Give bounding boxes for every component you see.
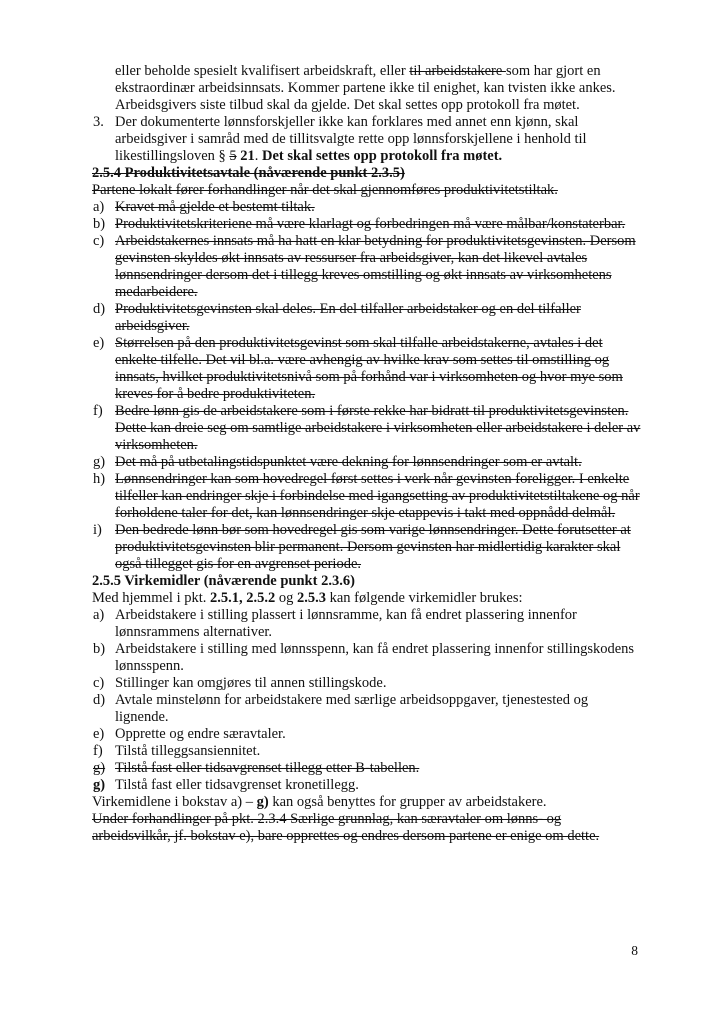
text-segment: Det skal settes opp protokoll fra møtet. (262, 148, 503, 164)
text-segment: Avtale minstelønn for arbeidstakere med særlige arbeidsoppgaver, tjenestested og lignende. (115, 692, 589, 725)
list-item (92, 607, 642, 641)
text-segment: g) (256, 794, 269, 810)
text-segment: Der dokumenterte lønnsforskjeller ikke kan forklares med annet enn kjønn, skal arbeidsgiver i samråd med de tillitsvalgte rette opp lønnsforskjellene i henhold til likestillingsloven § (115, 114, 587, 164)
text-segment: som har gjort en ekstraordinær arbeidsinnsats. Kommer partene ikke til enighet, kan tvisten ikke ankes. Arbeidsgivers siste tilbud skal da gjelde. Det skal settes opp protokoll fra møtet. (115, 63, 616, 113)
list-item (92, 641, 642, 675)
text-segment: kan også benyttes for grupper av arbeidstakere. (268, 794, 547, 810)
text-segment: Kravet må gjelde et bestemt tiltak. (115, 199, 315, 215)
text-segment: . (254, 148, 263, 164)
list-item (92, 726, 642, 743)
text-segment: Størrelsen på den produktivitetsgevinst som skal tilfalle arbeidstakerne, avtales i det enkelte tilfelle. Det vil bl.a. være avhengig av hvilke krav som settes til omstilling og innsats, hvilket produktivitetsnivå som på forhånd var i virksomheten og hvor mye som kreves for å bedre produktiviteten. (115, 335, 623, 402)
list-item (92, 335, 642, 403)
text-segment: 2.5.1, 2.5.2 (210, 590, 276, 606)
list-marker: f) (93, 403, 103, 419)
text-segment: 21 (240, 148, 255, 164)
text-segment: Arbeidstakere i stilling med lønnsspenn, kan få endret plassering innenfor stillingskodens lønnsspenn. (115, 641, 635, 674)
list-marker: g) (93, 777, 106, 793)
list-marker: i) (93, 522, 102, 538)
text-segment: Med hjemmel i pkt. (92, 590, 210, 606)
heading (92, 165, 642, 182)
text-segment: Tilstå fast eller tidsavgrenset tillegg etter B-tabellen. (115, 760, 420, 776)
list-item (92, 233, 642, 301)
list-continuation (92, 63, 642, 114)
list-marker: h) (93, 471, 106, 487)
text-segment: og (275, 590, 297, 606)
text-segment: Lønnsendringer kan som hovedregel først settes i verk når gevinsten foreligger. I enkelte tilfeller kan endringer skje i forbindelse med igangsetting av produktivitetstiltakene og når forholdene taler for det, kan lønnsendringer skje etappevis i takt med oppnådd delmål. (115, 471, 640, 521)
list-item (92, 114, 642, 165)
text-segment: Tilstå tilleggsansiennitet. (115, 743, 261, 759)
paragraph (92, 182, 642, 199)
list-marker: e) (93, 335, 105, 351)
list-item (92, 216, 642, 233)
text-segment: Det må på utbetalingstidspunktet være dekning for lønnsendringer som er avtalt. (115, 454, 582, 470)
list-marker: d) (93, 301, 106, 317)
text-segment: 2.5.4 Produktivitetsavtale (nåværende punkt 2.3.5) (92, 165, 405, 181)
page-number: 8 (631, 943, 638, 958)
list-item (92, 675, 642, 692)
list-marker: f) (93, 743, 103, 759)
list-item (92, 760, 642, 777)
text-segment: Partene lokalt fører forhandlinger når det skal gjennomføres produktivitetstiltak. (92, 182, 558, 198)
list-marker: g) (93, 760, 106, 776)
text-segment: kan følgende virkemidler brukes: (326, 590, 523, 606)
text-segment: Stillinger kan omgjøres til annen stillingskode. (115, 675, 387, 691)
list-marker: c) (93, 233, 105, 249)
list-item (92, 454, 642, 471)
list-item (92, 199, 642, 216)
text-segment: Under forhandlinger på pkt. 2.3.4 Særlige grunnlag, kan særavtaler om lønns- og arbeidsvilkår, jf. bokstav e), bare opprettes og endres dersom partene er enige om dette. (92, 811, 600, 844)
text-segment: Den bedrede lønn bør som hovedregel gis som varige lønnsendringer. Dette forutsetter at produktivitetsgevinsten blir permanent. Dersom gevinsten har midlertidig karakter skal også tillegget gis for en avgrenset periode. (115, 522, 631, 572)
paragraph (92, 811, 642, 845)
text-segment: Arbeidstakernes innsats må ha hatt en klar betydning for produktivitetsgevinsten. Dersom gevinsten skyldes økt innsats av ressurser fra arbeidsgiver, kan det likevel avtales lønnsendringer dersom det i tillegg kreves omstilling og økt innsats av virksomhetens medarbeidere. (115, 233, 636, 300)
text-segment: Bedre lønn gis de arbeidstakere som i første rekke har bidratt til produktivitetsgevinsten. Dette kan dreie seg om samtlige arbeidstakere i virksomheten eller arbeidstakere i deler av virksomheten. (115, 403, 641, 453)
list-item (92, 471, 642, 522)
text-segment: Produktivitetsgevinsten skal deles. En del tilfaller arbeidstaker og en del tilfaller arbeidsgiver. (115, 301, 581, 334)
list-marker: e) (93, 726, 105, 742)
list-marker: a) (93, 199, 105, 215)
text-segment: 5 (229, 148, 237, 164)
text-segment: Produktivitetskriteriene må være klarlagt og forbedringen må være målbar/konstaterbar. (115, 216, 626, 232)
text-segment: eller beholde spesielt kvalifisert arbeidskraft, eller (115, 63, 410, 79)
list-item (92, 743, 642, 760)
text-segment: 2.5.5 Virkemidler (nåværende punkt 2.3.6) (92, 573, 355, 589)
list-item (92, 403, 642, 454)
text-segment: Opprette og endre særavtaler. (115, 726, 286, 742)
list-marker: 3. (93, 114, 104, 130)
list-marker: d) (93, 692, 106, 708)
text-segment: Virkemidlene i bokstav a) – (92, 794, 257, 810)
text-segment: til arbeidstakere (409, 63, 506, 79)
text-segment: 2.5.3 (297, 590, 326, 606)
paragraph (92, 590, 642, 607)
list-marker: c) (93, 675, 105, 691)
list-marker: b) (93, 641, 106, 657)
text-segment: Tilstå fast eller tidsavgrenset kronetillegg. (115, 777, 359, 793)
list-item (92, 692, 642, 726)
paragraph (92, 794, 642, 811)
list-item (92, 522, 642, 573)
text-segment: Arbeidstakere i stilling plassert i lønnsramme, kan få endret plassering innenfor lønnsrammens alternativer. (115, 607, 577, 640)
list-marker: g) (93, 454, 106, 470)
list-marker: b) (93, 216, 106, 232)
list-marker: a) (93, 607, 105, 623)
list-item (92, 777, 642, 794)
list-item (92, 301, 642, 335)
heading (92, 573, 642, 590)
